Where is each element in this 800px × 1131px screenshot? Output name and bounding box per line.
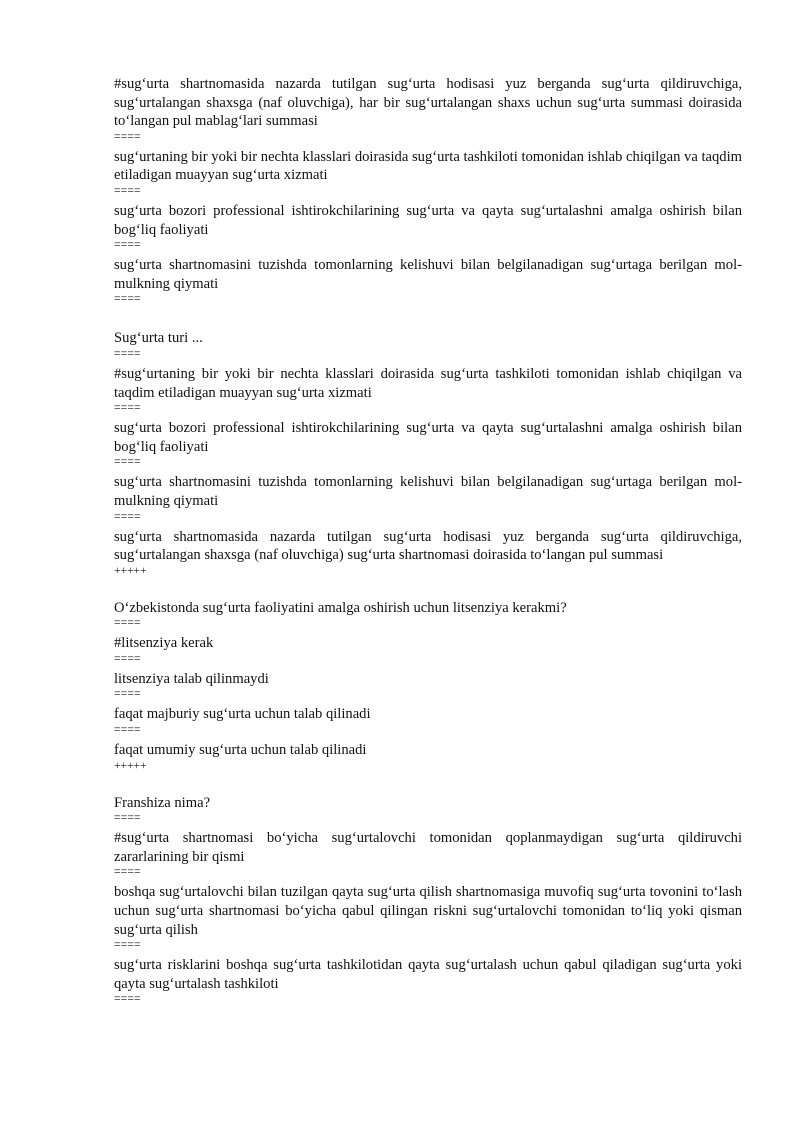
question-block-1 bbox=[114, 75, 742, 308]
separator: ==== bbox=[114, 993, 141, 1006]
block-gap bbox=[114, 775, 742, 794]
separator: ==== bbox=[114, 239, 141, 252]
answer-option: sug‘urta risklarini boshqa sug‘urta tashkilotidan qayta sug‘urtalash uchun qabul qiladigan sug‘urta yoki qayta sug‘urtalash tashkiloti bbox=[114, 957, 742, 992]
block-gap bbox=[114, 580, 742, 599]
separator: ==== bbox=[114, 130, 141, 143]
separator: ==== bbox=[114, 939, 141, 952]
answer-option: faqat umumiy sug‘urta uchun talab qilinadi bbox=[114, 742, 367, 759]
question-text: Franshiza nima? bbox=[114, 794, 211, 811]
separator: ==== bbox=[114, 812, 141, 825]
document-page bbox=[114, 75, 742, 1010]
separator: ==== bbox=[114, 724, 141, 737]
separator: ==== bbox=[114, 402, 141, 415]
end-marker: +++++ bbox=[114, 564, 147, 577]
separator: ==== bbox=[114, 688, 141, 701]
answer-option: sug‘urta bozori professional ishtirokchilarining sug‘urta va qayta sug‘urtalashni amalga oshirish bilan bog‘liq faoliyati bbox=[114, 202, 742, 238]
question-block-3 bbox=[114, 599, 742, 775]
answer-option: sug‘urta shartnomasini tuzishda tomonlarning kelishuvi bilan belgilanadigan sug‘urtaga berilgan mol-mulkning qiymati bbox=[114, 474, 742, 509]
answer-option: #sug‘urtaning bir yoki bir nechta klasslari doirasida sug‘urta tashkiloti tomonidan ishlab chiqilgan va taqdim etiladigan muayyan sug‘urta xizmati bbox=[114, 365, 742, 401]
answer-option: #sug‘urta shartnomasi bo‘yicha sug‘urtalovchi tomonidan qoplanmaydigan sug‘urta qildiruvchi zararlarining bir qismi bbox=[114, 830, 742, 865]
question-text: Sug‘urta turi ... bbox=[114, 330, 203, 347]
question-block-2 bbox=[114, 329, 742, 579]
question-block-4 bbox=[114, 794, 742, 1009]
separator: ==== bbox=[114, 866, 141, 879]
separator: ==== bbox=[114, 652, 141, 665]
answer-option: sug‘urta shartnomasini tuzishda tomonlarning kelishuvi bilan belgilanadigan sug‘urtaga berilgan mol-mulkning qiymati bbox=[114, 257, 742, 292]
separator: ==== bbox=[114, 617, 141, 630]
end-marker: +++++ bbox=[114, 759, 147, 772]
separator: ==== bbox=[114, 510, 141, 523]
answer-option: sug‘urta bozori professional ishtirokchilarining sug‘urta va qayta sug‘urtalashni amalga oshirish bilan bog‘liq faoliyati bbox=[114, 420, 742, 455]
answer-option: #litsenziya kerak bbox=[114, 635, 214, 652]
separator: ==== bbox=[114, 456, 141, 469]
separator: ==== bbox=[114, 184, 141, 197]
answer-option: #sug‘urta shartnomasida nazarda tutilgan sug‘urta hodisasi yuz berganda sug‘urta qildiruvchiga, sug‘urtalangan shaxsga (naf oluvchiga), har bir sug‘urtalangan shaxs uchun sug‘urta summasi doirasida to‘langan pul mablag‘lari summasi bbox=[114, 76, 742, 130]
separator: ==== bbox=[114, 293, 141, 306]
separator: ==== bbox=[114, 347, 141, 360]
question-text: O‘zbekistonda sug‘urta faoliyatini amalga oshirish uchun litsenziya kerakmi? bbox=[114, 599, 567, 616]
block-gap bbox=[114, 310, 742, 329]
answer-option: litsenziya talab qilinmaydi bbox=[114, 670, 269, 687]
answer-option: sug‘urtaning bir yoki bir nechta klasslari doirasida sug‘urta tashkiloti tomonidan ishlab chiqilgan va taqdim etiladigan muayyan sug‘urta xizmati bbox=[114, 148, 742, 184]
answer-option: boshqa sug‘urtalovchi bilan tuzilgan qayta sug‘urta qilish shartnomasiga muvofiq sug‘urta tovonini to‘lash uchun sug‘urta shartnomasi bo‘yicha qabul qilingan riskni sug‘urtalovchi tomonidan to‘liq yoki qisman sug‘urta qilish bbox=[114, 884, 742, 938]
answer-option: sug‘urta shartnomasida nazarda tutilgan sug‘urta hodisasi yuz berganda sug‘urta qildiruvchiga, sug‘urtalangan shaxsga (naf oluvchiga) sug‘urta shartnomasi doirasida to‘langan pul summasi bbox=[114, 528, 742, 564]
answer-option: faqat majburiy sug‘urta uchun talab qilinadi bbox=[114, 706, 371, 723]
